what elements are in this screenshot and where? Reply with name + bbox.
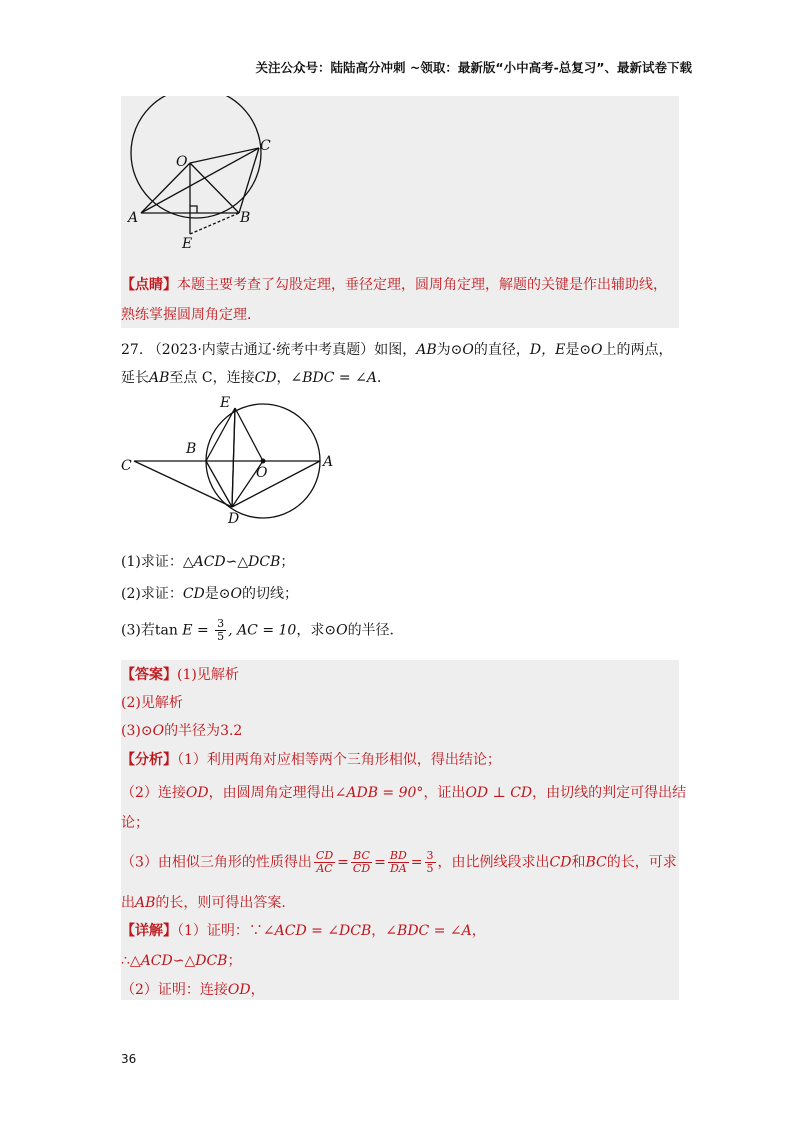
text: 的长，可求 [606, 854, 677, 871]
numerator: BC [351, 850, 372, 863]
text: = [192, 622, 214, 639]
label-e: E [220, 395, 231, 411]
text: ，由切线的判定可得出结 [532, 785, 687, 801]
text: 延长 [121, 370, 149, 386]
numerator: 3 [217, 617, 225, 630]
math-circle-o: ⊙O [450, 342, 474, 358]
text: ∴ [121, 953, 130, 969]
math-cd: CD [254, 370, 277, 386]
page-header: 关注公众号：陆陆高分冲刺 ~领取：最新版“小中高考-总复习”、最新试卷下载 [255, 60, 692, 75]
question-1 [121, 552, 294, 572]
label-a: A [323, 454, 334, 470]
fraction-3-5 [215, 618, 226, 643]
fraction-3-5 [425, 850, 436, 875]
figure-tangent-circle [118, 390, 348, 530]
dianjing-line-1 [121, 275, 667, 295]
denominator: 5 [426, 862, 434, 875]
label-c: C [260, 138, 271, 154]
analysis-line-3: 论； [121, 815, 149, 831]
text: ． [376, 370, 391, 386]
equals: = [374, 854, 386, 871]
text: 出 [121, 895, 135, 911]
text: 是 [204, 586, 219, 602]
math-bc: BC [585, 854, 607, 871]
math-angle-eq: ∠BDC = ∠A [290, 370, 377, 386]
math-angle-eq: ∠BDC = ∠A [385, 923, 472, 939]
problem-line-1 [121, 340, 673, 360]
analysis-line-4 [121, 850, 677, 875]
text: ，由圆周角定理得出 [208, 785, 335, 801]
denominator: 5 [217, 630, 225, 643]
problem-line-2 [121, 368, 391, 388]
math-e: E [182, 622, 193, 639]
text: (1)见解析 [177, 667, 239, 683]
numerator: BD [389, 849, 407, 862]
dianjing-line-2: 熟练掌握圆周角定理． [121, 307, 261, 323]
math-angle: ∠ADB = 90° [334, 785, 424, 801]
text: ，求 [296, 622, 325, 639]
label-o: O [256, 465, 268, 481]
text: (1)求证： [121, 554, 183, 570]
math-similar: △ACD∽△DCB [129, 953, 228, 969]
label-d: D [228, 511, 240, 527]
detail-line-3 [121, 980, 265, 1000]
page-number: 36 [121, 1052, 137, 1066]
text: ； [227, 953, 242, 969]
math-od: OD [227, 982, 251, 998]
analysis-line-2 [121, 783, 686, 803]
text: 的切线； [242, 586, 298, 602]
answer-block [121, 660, 679, 1000]
label-e: E [182, 236, 193, 252]
text: ， [471, 923, 486, 939]
math-circle-o: ⊙O [324, 622, 348, 639]
analysis-line-1 [121, 750, 501, 770]
text: 为 [436, 342, 451, 358]
math-de: D，E [529, 342, 566, 358]
text: (3)若 [121, 622, 155, 639]
denominator: CD [352, 862, 371, 875]
problem-number: 27. [121, 342, 144, 358]
label-c: C [121, 458, 132, 474]
math-angle-eq: ∠ACD = ∠DCB [262, 923, 372, 939]
math-similar: △ACD∽△DCB [182, 554, 281, 570]
math-ab: AB [416, 342, 437, 358]
math-circle-o: ⊙O [218, 586, 242, 602]
figure-circle-oab [121, 96, 321, 256]
text: (3) [121, 723, 141, 739]
math-ab: AB [135, 895, 156, 911]
math-cd: CD [549, 854, 572, 871]
question-3 [121, 618, 394, 643]
text: 上的两点， [602, 342, 673, 358]
text: （2）连接 [121, 785, 186, 801]
text: 和 [571, 854, 586, 871]
text: （2）证明：连接 [121, 982, 228, 998]
label-b: B [186, 441, 197, 457]
text: ，证出 [423, 785, 466, 801]
fraction-bc-cd [351, 850, 372, 875]
label-b: B [240, 210, 251, 226]
text: （1）证明：∵ [177, 923, 263, 939]
text: 的半径为 [164, 723, 221, 739]
math-od: OD [185, 785, 209, 801]
label-o: O [176, 154, 188, 170]
text: ， [250, 982, 265, 998]
denominator: AC [316, 862, 333, 875]
math-ab: AB [149, 370, 170, 386]
math-value: 3.2 [220, 723, 243, 739]
text: ， [276, 370, 291, 386]
text: （3）由相似三角形的性质得出 [121, 854, 312, 871]
answer-line-1 [121, 665, 239, 685]
math-ac: , AC = 10 [228, 622, 297, 639]
text: 的长，则可得出答案. [155, 895, 286, 911]
text: 是 [565, 342, 580, 358]
math-cd: CD [182, 586, 205, 602]
detail-line-2 [121, 951, 241, 971]
answer-tag: 【答案】 [121, 667, 177, 683]
text: ， [371, 923, 386, 939]
answer-line-2: (2)见解析 [121, 695, 183, 711]
fraction-cd-ac [314, 850, 335, 875]
numerator: CD [315, 849, 334, 862]
text: ； [280, 554, 295, 570]
text: 的直径， [473, 342, 530, 358]
math-tan: tan [154, 622, 178, 639]
detail-tag: 【详解】 [121, 923, 177, 939]
math-circle-o: ⊙O [140, 723, 165, 739]
equals: = [410, 854, 423, 871]
text: （1）利用两角对应相等两个三角形相似，得出结论； [177, 752, 501, 768]
text: ，由比例线段求出 [437, 854, 550, 871]
denominator: DA [389, 862, 407, 875]
analysis-tag: 【分析】 [121, 752, 177, 768]
math-perp: OD ⊥ CD [465, 785, 533, 801]
label-a: A [128, 210, 139, 226]
dianjing-tag: 【点睛】 [121, 277, 177, 293]
problem-source: （2023·内蒙古通辽·统考中考真题）如图， [147, 342, 417, 358]
text: (2)求证： [121, 586, 183, 602]
text: 至点 C，连接 [169, 370, 255, 386]
math-circle-o: ⊙O [579, 342, 603, 358]
answer-line-3 [121, 721, 242, 741]
fraction-bd-da [388, 850, 409, 875]
equals: = [337, 854, 349, 871]
dianjing-text-1: 本题主要考查了勾股定理，垂径定理，圆周角定理，解题的关键是作出辅助线， [177, 277, 667, 293]
question-2 [121, 584, 298, 604]
analysis-line-5 [121, 893, 286, 913]
detail-line-1 [121, 921, 486, 941]
numerator: 3 [426, 849, 434, 862]
text: 的半径. [347, 622, 395, 639]
